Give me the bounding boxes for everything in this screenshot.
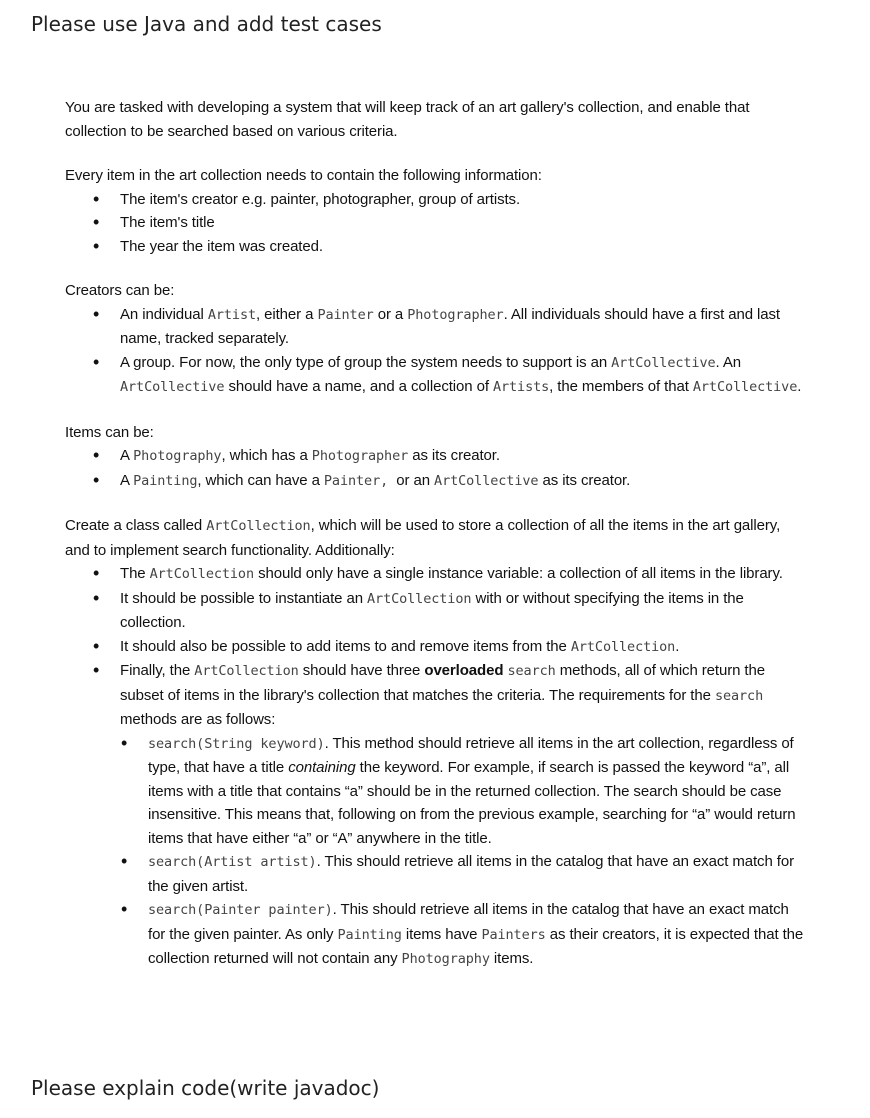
assignment-document [65, 96, 805, 972]
list-item: • search(String keyword). This method should retrieve all items in the art collection, regardless of type, that have a title containing the keyword. For example, if search is passed the keyword “a”, all items with a title that contains “a” should be in the returned collection. The search should be case insensitive. This means that, following on from the previous example, searching for “a” would return items that have either “a” or “A” anywhere in the title. [148, 732, 805, 851]
creators-lead: Creators can be: [65, 282, 175, 299]
list-item: • An individual Artist, either a Painter or a Photographer. All individuals should have a first and last name, tracked separately. [120, 303, 805, 351]
list-item: • A group. For now, the only type of group the system needs to support is an ArtCollective. An ArtCollective should have a name, and a collection of Artists, the members of that ArtCollective. [120, 351, 805, 400]
list-item: • It should also be possible to add items to and remove items from the ArtCollection. [120, 635, 805, 660]
intro-paragraph: You are tasked with developing a system that will keep track of an art gallery's collection, and enable that collection to be searched based on various criteria. [65, 99, 750, 140]
list-item: • The item's creator e.g. painter, photographer, group of artists. [120, 188, 805, 212]
list-item: • search(Painter painter). This should retrieve all items in the catalog that have an exact match for the given painter. As only Painting items have Painters as their creators, it is expected that the collection returned will not contain any Photography items. [148, 898, 805, 972]
list-item: • The year the item was created. [120, 235, 805, 259]
info-lead: Every item in the art collection needs to contain the following information: [65, 167, 542, 184]
items-lead: Items can be: [65, 423, 154, 441]
list-item: • The ArtCollection should only have a single instance variable: a collection of all items in the library. [120, 562, 805, 587]
list-item: • Finally, the ArtCollection should have three overloaded search methods, all of which return the subset of items in the library's collection that matches the criteria. The requirements for the search methods are as follows: • search(String keyword). This method should retrieve all items in the art collection, regardless of type, that have a title containing the keyword. For example, if search is passed the keyword “a”, all items with a title that contains “a” should be in the returned collection. The search should be case insensitive. This means that, following on from the previous example, searching for “a” would return items that have either “a” or “A” anywhere in the title. • search(Artist artist). This should retrieve all items in the catalog that have an exact match for the given artist. • search(Painter painter). This should retrieve all items in the catalog that have an exact match for the given painter. As only Painting items have Painters as their creators, it is expected that the collection returned will not contain any Photography items. [120, 659, 805, 972]
header-instruction: Please use Java and add test cases [31, 12, 382, 36]
list-item: • A Photography, which has a Photographer as its creator. [120, 444, 805, 469]
search-methods-list [120, 732, 805, 972]
creators-list [65, 303, 805, 400]
collection-paragraph: Create a class called ArtCollection, which will be used to store a collection of all the items in the art gallery, and to implement search functionality. Additionally: [65, 517, 781, 559]
list-item: • search(Artist artist). This should retrieve all items in the catalog that have an exact match for the given artist. [148, 850, 805, 898]
list-item: • A Painting, which can have a Painter, or an ArtCollective as its creator. [120, 469, 805, 494]
info-list [65, 188, 805, 259]
footer-instruction: Please explain code(write javadoc) [31, 1076, 380, 1100]
items-list [65, 444, 805, 493]
list-item: • The item's title [120, 211, 805, 235]
list-item: • It should be possible to instantiate an ArtCollection with or without specifying the items in the collection. [120, 587, 805, 635]
collection-list [65, 562, 805, 972]
